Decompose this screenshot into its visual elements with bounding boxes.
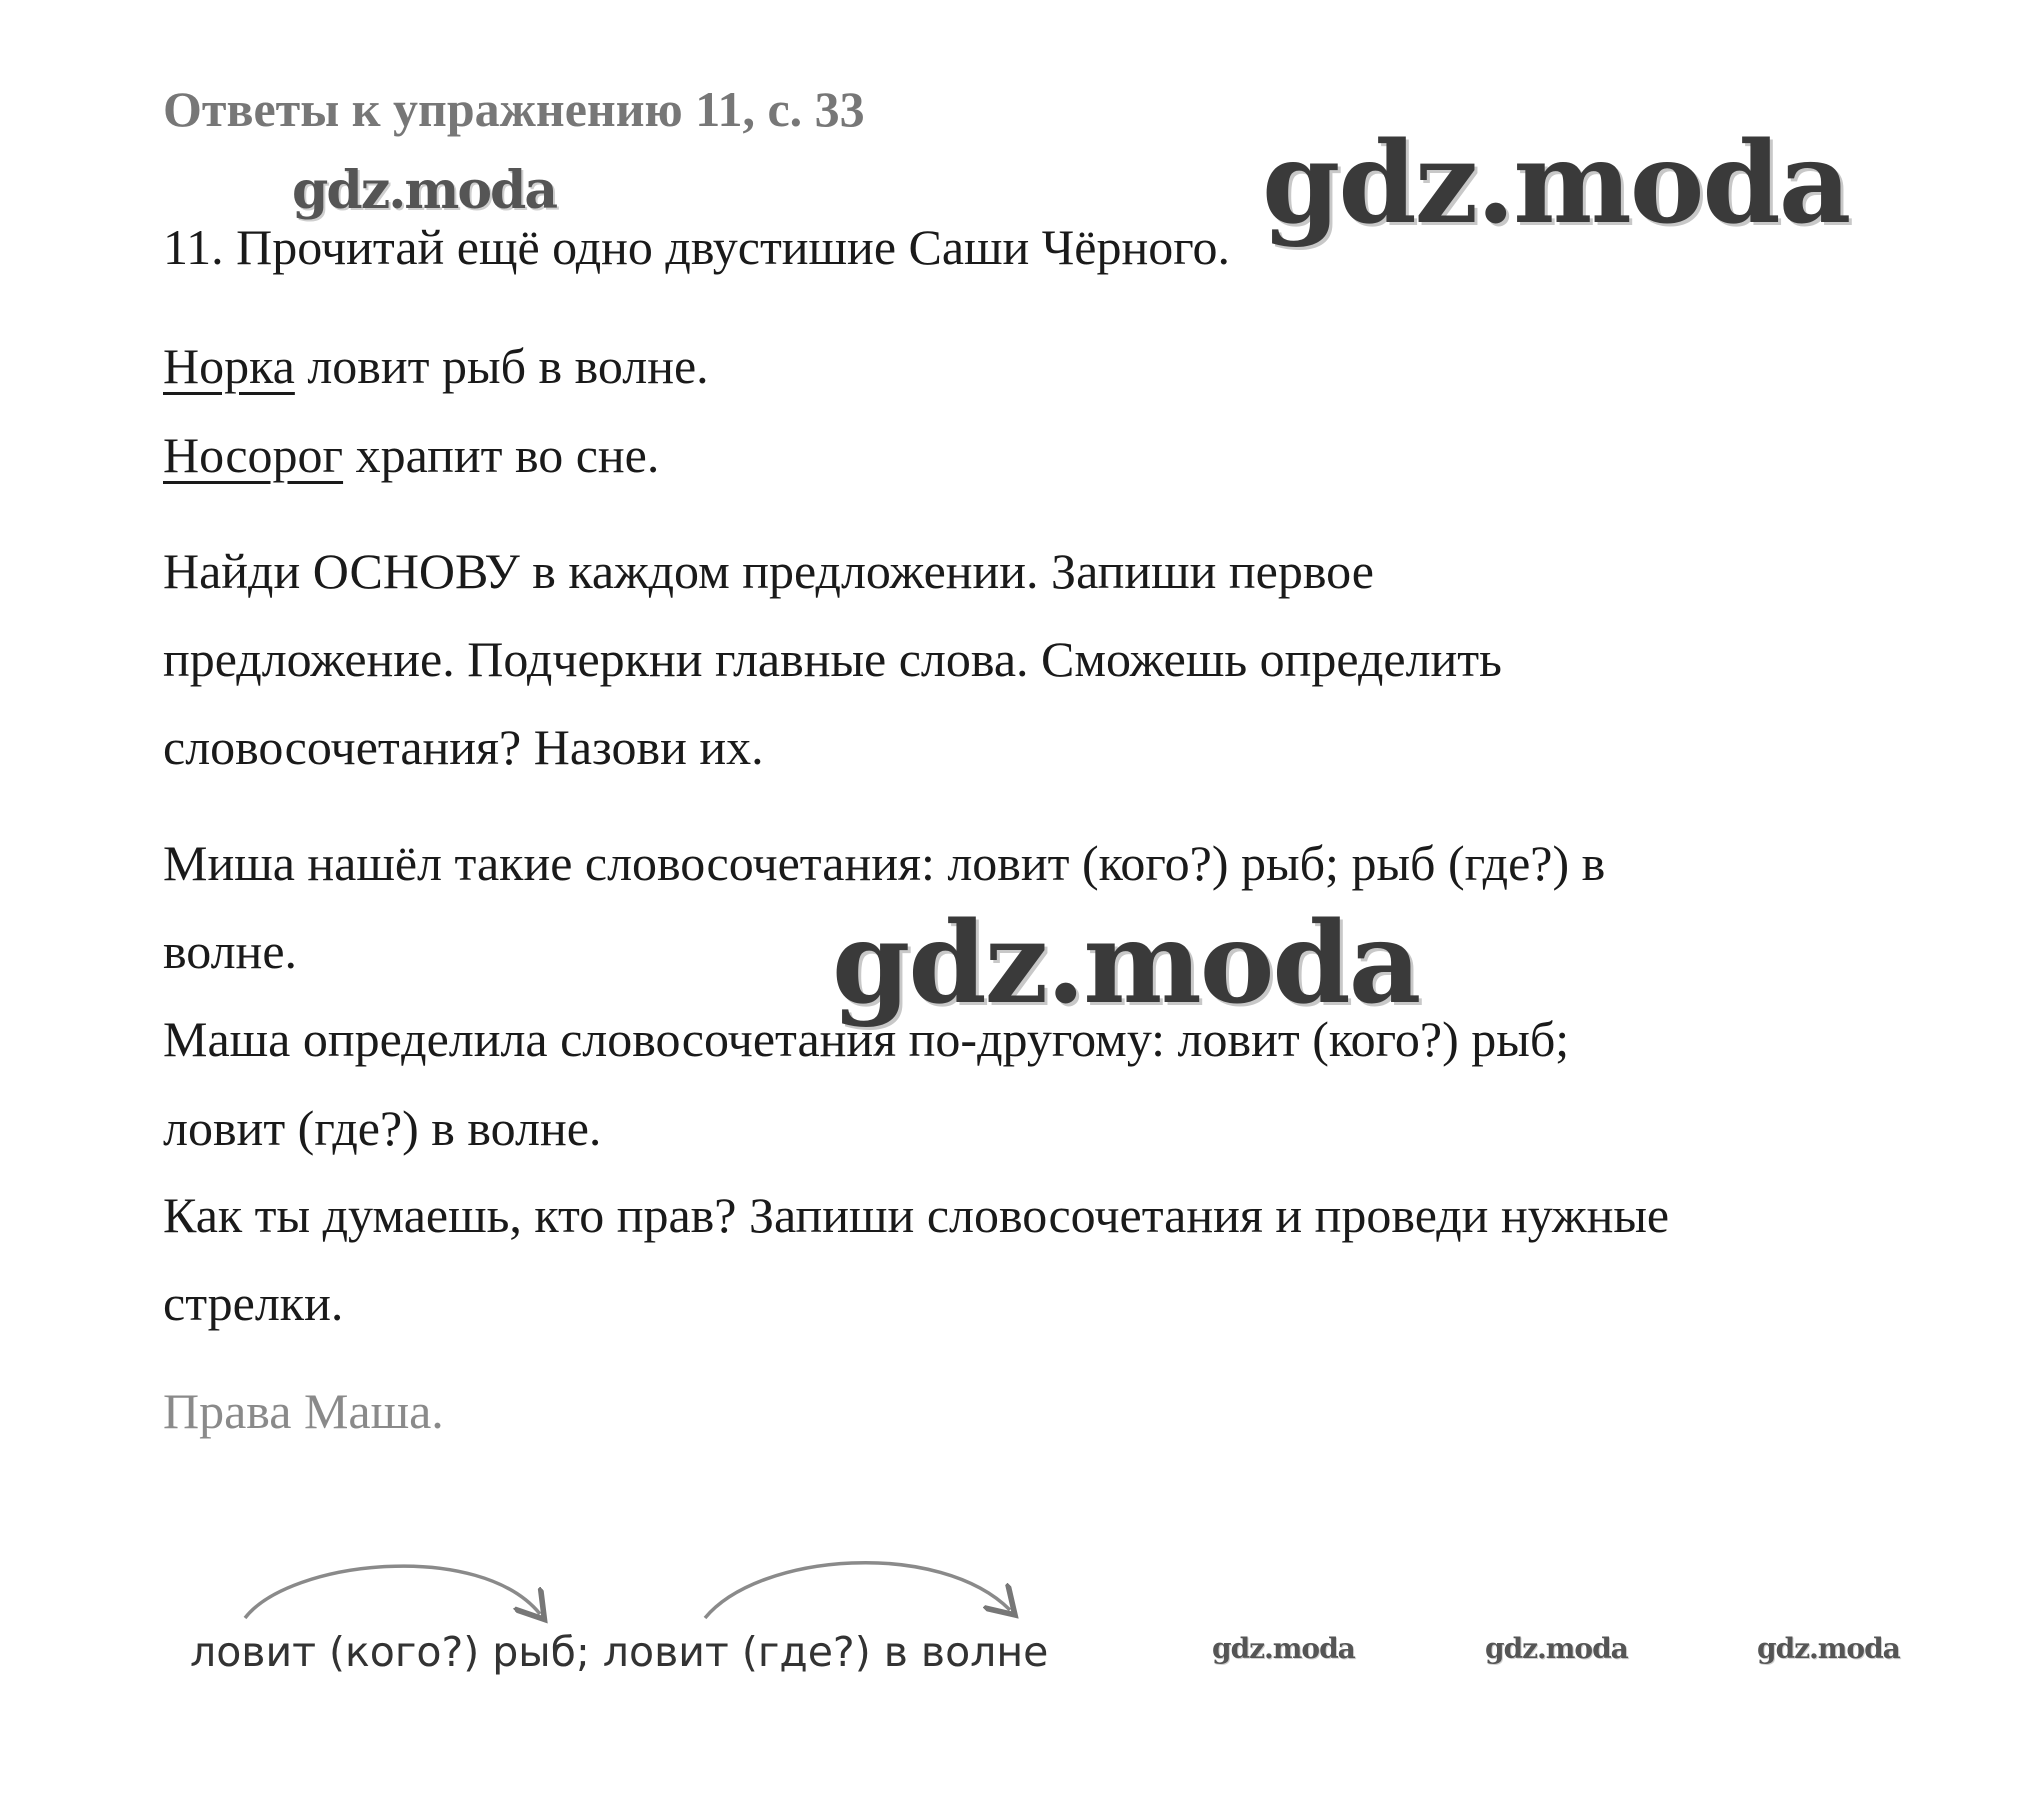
instruction-line-1: Найди ОСНОВУ в каждом предложении. Запиши первое [163,543,1374,599]
poem-line-1 [163,337,709,395]
question-line-2: стрелки. [163,1275,344,1331]
page-title: Ответы к упражнению 11, с. 33 [163,81,865,137]
answer-phrases: ловит (кого?) рыб; ловит (где?) в волне [190,1628,1049,1676]
watermark-footer-1: gdz.moda [1212,1632,1355,1665]
watermark-small: gdz.moda [292,160,557,221]
masha-line-1: Маша определила словосочетания по-другому: ловит (кого?) рыб; [163,1011,1570,1067]
watermark-middle: gdz.moda [832,898,1420,1029]
poem-subject-2: Носорог [163,427,344,483]
instruction-line-3: словосочетания? Назови их. [163,719,764,775]
answer-text: Права Маша. [163,1383,444,1439]
poem-rest-2: храпит во сне. [343,427,660,483]
phrase-diagram [180,1540,1110,1710]
poem-subject-1: Норка [163,338,295,394]
masha-line-2: ловит (где?) в волне. [163,1100,602,1156]
task-intro: 11. Прочитай ещё одно двустишие Саши Чёрного. [163,219,1231,275]
instruction-line-2: предложение. Подчеркни главные слова. Сможешь определить [163,631,1502,687]
misha-line-2: волне. [163,923,298,979]
poem-line-2 [163,426,659,484]
watermark-footer-3: gdz.moda [1757,1632,1900,1665]
watermark-footer-2: gdz.moda [1485,1632,1628,1665]
watermark-top: gdz.moda [1262,118,1850,249]
arrow-1 [245,1566,540,1618]
misha-line-1: Миша нашёл такие словосочетания: ловит (кого?) рыб; рыб (где?) в [163,835,1606,891]
question-line-1: Как ты думаешь, кто прав? Запиши словосочетания и проведи нужные [163,1187,1670,1243]
poem-rest-1: ловит рыб в волне. [294,338,709,394]
arrows-svg [180,1540,1110,1710]
arrow-2 [705,1563,1010,1618]
